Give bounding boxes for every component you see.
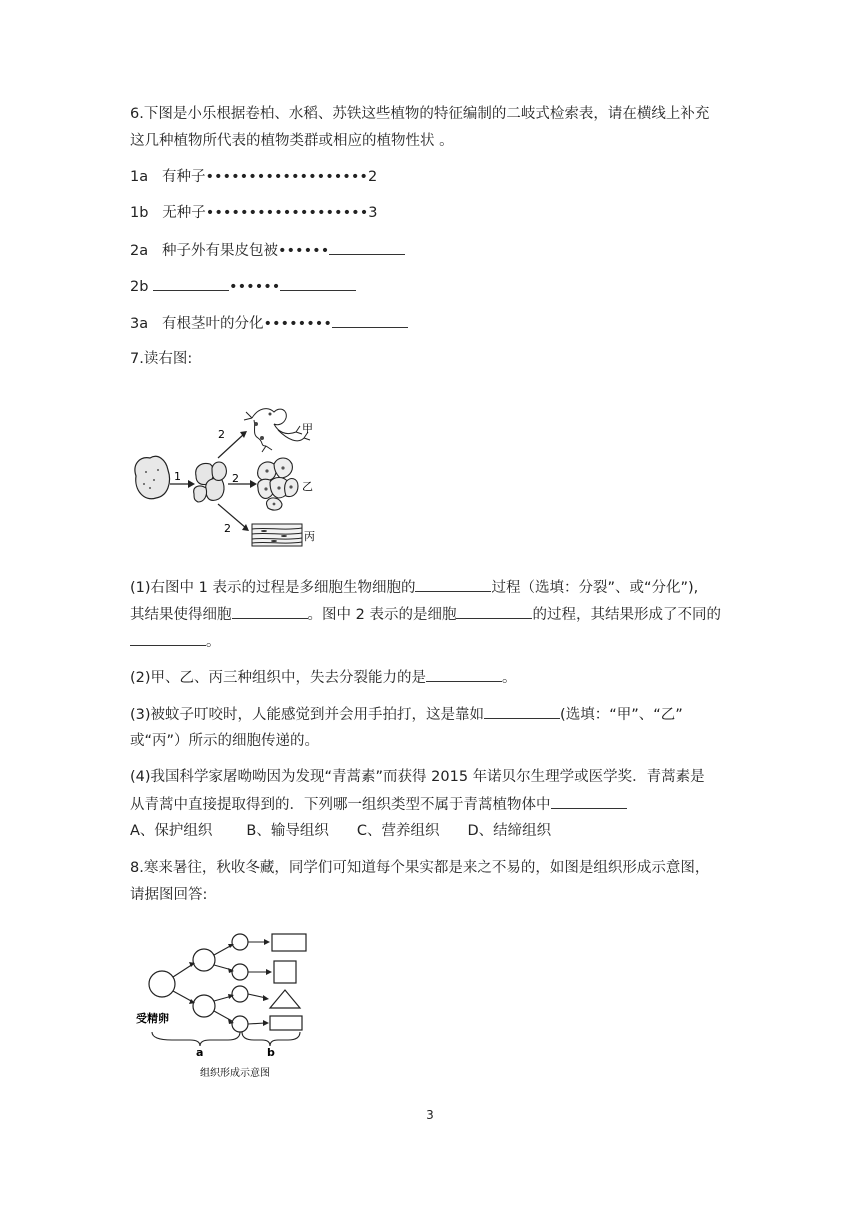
tissue-triangle <box>270 990 300 1008</box>
key-goto: 3 <box>368 205 378 221</box>
key-goto: 2 <box>367 169 378 185</box>
answer-blank[interactable] <box>484 704 560 719</box>
key-text: 无种子 <box>162 205 206 221</box>
key-row-1b <box>130 203 378 223</box>
cell-cluster-yi <box>258 458 298 510</box>
answer-blank[interactable] <box>130 631 206 646</box>
tissue-rect-2 <box>270 1016 302 1030</box>
key-dots: •••••••• <box>263 316 332 332</box>
q6-line-1: 6.下图是小乐根据卷柏、水稻、苏铁这些植物的特征编制的二岐式检索表，请在横线上补充 <box>130 106 710 122</box>
cell-upper <box>193 949 215 971</box>
q6-line-2: 这几种植物所代表的植物类群或相应的植物性状 。 <box>130 133 454 149</box>
q7-part1-text: 。 <box>206 634 221 650</box>
key-code: 1a <box>130 169 149 185</box>
q7-part4-text: 从青蒿中直接提取得到的．下列哪一组织类型不属于青蒿植物体中 <box>130 797 551 813</box>
q7-title: 7.读右图: <box>130 351 193 367</box>
q7-part3-text: (3)被蚊子叮咬时，人能感觉到并会用手拍打，这是靠如 <box>130 707 485 723</box>
q7-options <box>130 821 551 841</box>
q7-part1-line3 <box>130 631 221 652</box>
tissue-square <box>274 961 296 983</box>
q7-part2 <box>130 667 517 688</box>
answer-blank[interactable] <box>329 240 405 255</box>
arrow-1-label: 1 <box>174 470 181 483</box>
key-row-3a <box>130 313 408 334</box>
option-b[interactable]: B、输导组织 <box>246 823 329 839</box>
q7-part3-text: (选填：“甲”、“乙” <box>560 707 683 723</box>
q8-line-1: 8.寒来暑往，秋收冬藏，同学们可知道每个果实都是来之不易的，如图是组织形成示意图， <box>130 860 710 876</box>
q8-line-2: 请据图回答: <box>130 887 208 903</box>
q7-part1-line2 <box>130 604 721 625</box>
q7-part2-text: 。 <box>502 670 517 686</box>
label-yi: 乙 <box>302 480 313 493</box>
q7-part1-text: 的过程，其结果形成了不同的 <box>532 607 721 623</box>
q7-part1-text: (1)右图中 1 表示的过程是多细胞生物细胞的 <box>130 580 416 596</box>
answer-blank[interactable] <box>426 667 502 682</box>
key-text: 有种子 <box>161 169 206 185</box>
arrow-2c-label: 2 <box>224 522 231 535</box>
option-c[interactable]: C、营养组织 <box>356 823 440 839</box>
q7-part4-line2 <box>130 794 627 815</box>
q7-part1-text: 。图中 2 表示的是细胞 <box>307 607 457 623</box>
key-dots: •••••• <box>277 243 330 259</box>
fertilized-egg <box>149 971 175 997</box>
label-b: b <box>267 1046 275 1059</box>
key-row-2a <box>130 240 405 261</box>
answer-blank[interactable] <box>332 313 408 328</box>
dividing-cells <box>194 462 227 502</box>
egg-label: 受精卵 <box>136 1012 169 1025</box>
q7-part1-text: 其结果使得细胞 <box>130 607 232 623</box>
option-a[interactable]: A、保护组织 <box>130 823 213 839</box>
q7-part3-line1 <box>130 704 683 725</box>
q7-part1-line1 <box>130 577 698 598</box>
key-code: 2a <box>130 243 149 259</box>
key-code: 2b <box>130 279 149 295</box>
q7-part4-line1: (4)我国科学家屠呦呦因为发现“青蒿素”而获得 2015 年诺贝尔生理学或医学奖．青蒿素是 <box>130 769 705 785</box>
key-code: 3a <box>130 316 149 332</box>
nerve-tissue <box>244 409 310 452</box>
tissue-formation-figure <box>128 926 312 1082</box>
arrow-2a-label: 2 <box>218 428 225 441</box>
answer-blank[interactable] <box>456 604 532 619</box>
answer-blank[interactable] <box>153 276 229 291</box>
single-cell <box>135 456 170 498</box>
q7-part2-text: (2)甲、乙、丙三种组织中，失去分裂能力的是 <box>130 670 427 686</box>
label-jia: 甲 <box>302 422 313 435</box>
answer-blank[interactable] <box>551 794 627 809</box>
muscle-tissue <box>252 524 302 546</box>
figure-caption: 组织形成示意图 <box>200 1068 270 1079</box>
q7-part1-text: 过程（选填：分裂”、或“分化”), <box>491 580 699 596</box>
key-code: 1b <box>130 205 149 221</box>
key-row-1a <box>130 167 377 187</box>
tissue-rect-1 <box>272 934 306 951</box>
key-dots: ••••••••••••••••••• <box>205 169 368 185</box>
key-dots: •••••• <box>229 279 281 295</box>
label-bing: 丙 <box>304 530 315 543</box>
option-d[interactable]: D、结缔组织 <box>467 823 552 839</box>
label-a: a <box>196 1046 204 1059</box>
q7-part3-line2: 或“丙”）所示的细胞传递的。 <box>130 733 320 749</box>
answer-blank[interactable] <box>415 577 491 592</box>
key-dots: ••••••••••••••••••• <box>205 205 369 221</box>
cell-differentiation-figure <box>128 398 318 554</box>
arrow-2b-label: 2 <box>232 472 239 485</box>
key-row-2b <box>130 276 356 297</box>
answer-blank[interactable] <box>232 604 308 619</box>
key-text: 种子外有果皮包被 <box>161 243 278 259</box>
key-text: 有根茎叶的分化 <box>161 316 264 332</box>
page-number: 3 <box>426 1108 434 1122</box>
answer-blank[interactable] <box>280 276 356 291</box>
cell-lower <box>193 995 215 1017</box>
